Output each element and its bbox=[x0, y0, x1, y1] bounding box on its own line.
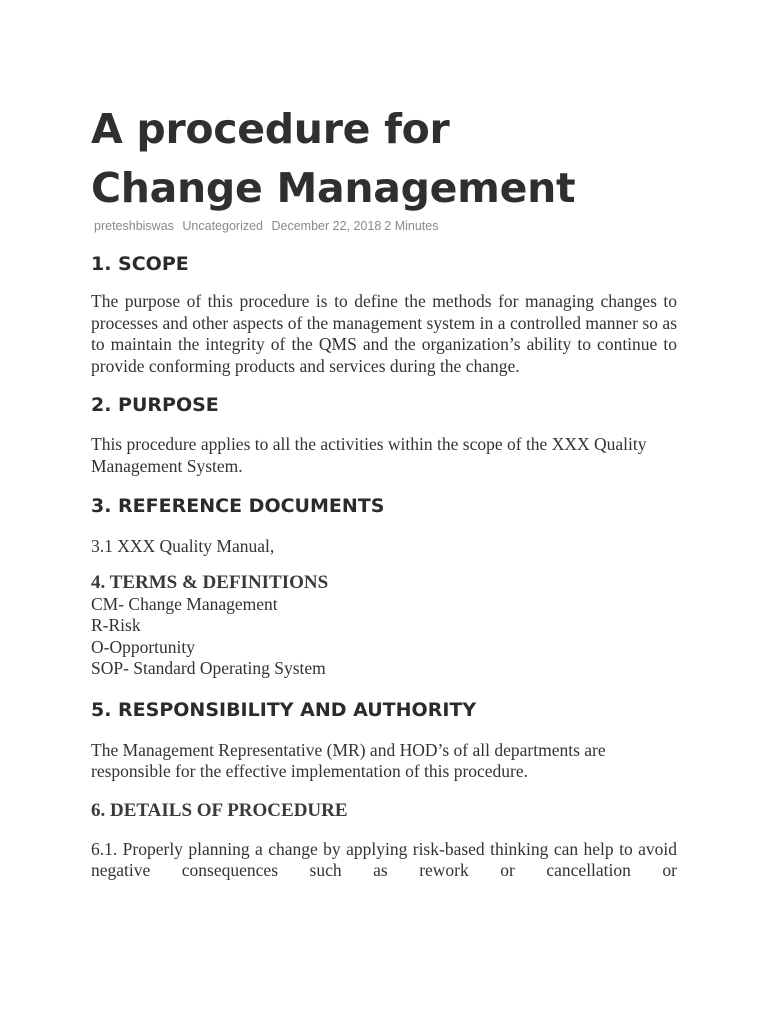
author-link[interactable]: preteshbiswas bbox=[94, 219, 174, 233]
section-body-scope: The purpose of this procedure is to define the methods for managing changes to processes and other aspects of the management system in a controlled manner so as to maintain the integrity of the QMS and the organization’s ability to continue to provide conforming products and services during the change. bbox=[91, 291, 677, 376]
section-body-details: 6.1. Properly planning a change by applying risk-based thinking can help to avoid negative consequences such as rework or cancellation or bbox=[91, 838, 677, 880]
date-link[interactable]: December 22, 2018 bbox=[271, 219, 382, 233]
section-heading-references: 3. REFERENCE DOCUMENTS bbox=[91, 495, 385, 517]
section-heading-scope: 1. SCOPE bbox=[91, 253, 189, 275]
section-heading-terms: 4. TERMS & DEFINITIONS bbox=[91, 571, 329, 593]
terms-list-item: SOP- Standard Operating System bbox=[91, 658, 326, 678]
article-title bbox=[91, 100, 677, 218]
section-body-references: 3.1 XXX Quality Manual, bbox=[91, 536, 275, 556]
section-heading-details: 6. DETAILS OF PROCEDURE bbox=[91, 799, 348, 821]
section-heading-responsibility: 5. RESPONSIBILITY AND AUTHORITY bbox=[91, 698, 477, 721]
terms-list-item: R-Risk bbox=[91, 615, 141, 635]
article-title-line-2: Change Management bbox=[91, 164, 576, 212]
article-meta bbox=[94, 218, 677, 234]
section-body-responsibility: The Management Representative (MR) and HOD’s of all departments are responsible for the effective implementation of this procedure. bbox=[91, 739, 606, 781]
terms-list bbox=[91, 594, 677, 680]
section-heading-purpose: 2. PURPOSE bbox=[91, 394, 219, 416]
terms-list-item: O-Opportunity bbox=[91, 636, 196, 657]
terms-list-item: CM- Change Management bbox=[91, 593, 278, 614]
article-title-line-1: A procedure for bbox=[91, 105, 450, 153]
section-body-purpose: This procedure applies to all the activities within the scope of the XXX Quality Management System. bbox=[91, 434, 647, 476]
category-link[interactable]: Uncategorized bbox=[182, 219, 263, 233]
article bbox=[91, 100, 677, 882]
read-time: 2 Minutes bbox=[384, 219, 439, 233]
